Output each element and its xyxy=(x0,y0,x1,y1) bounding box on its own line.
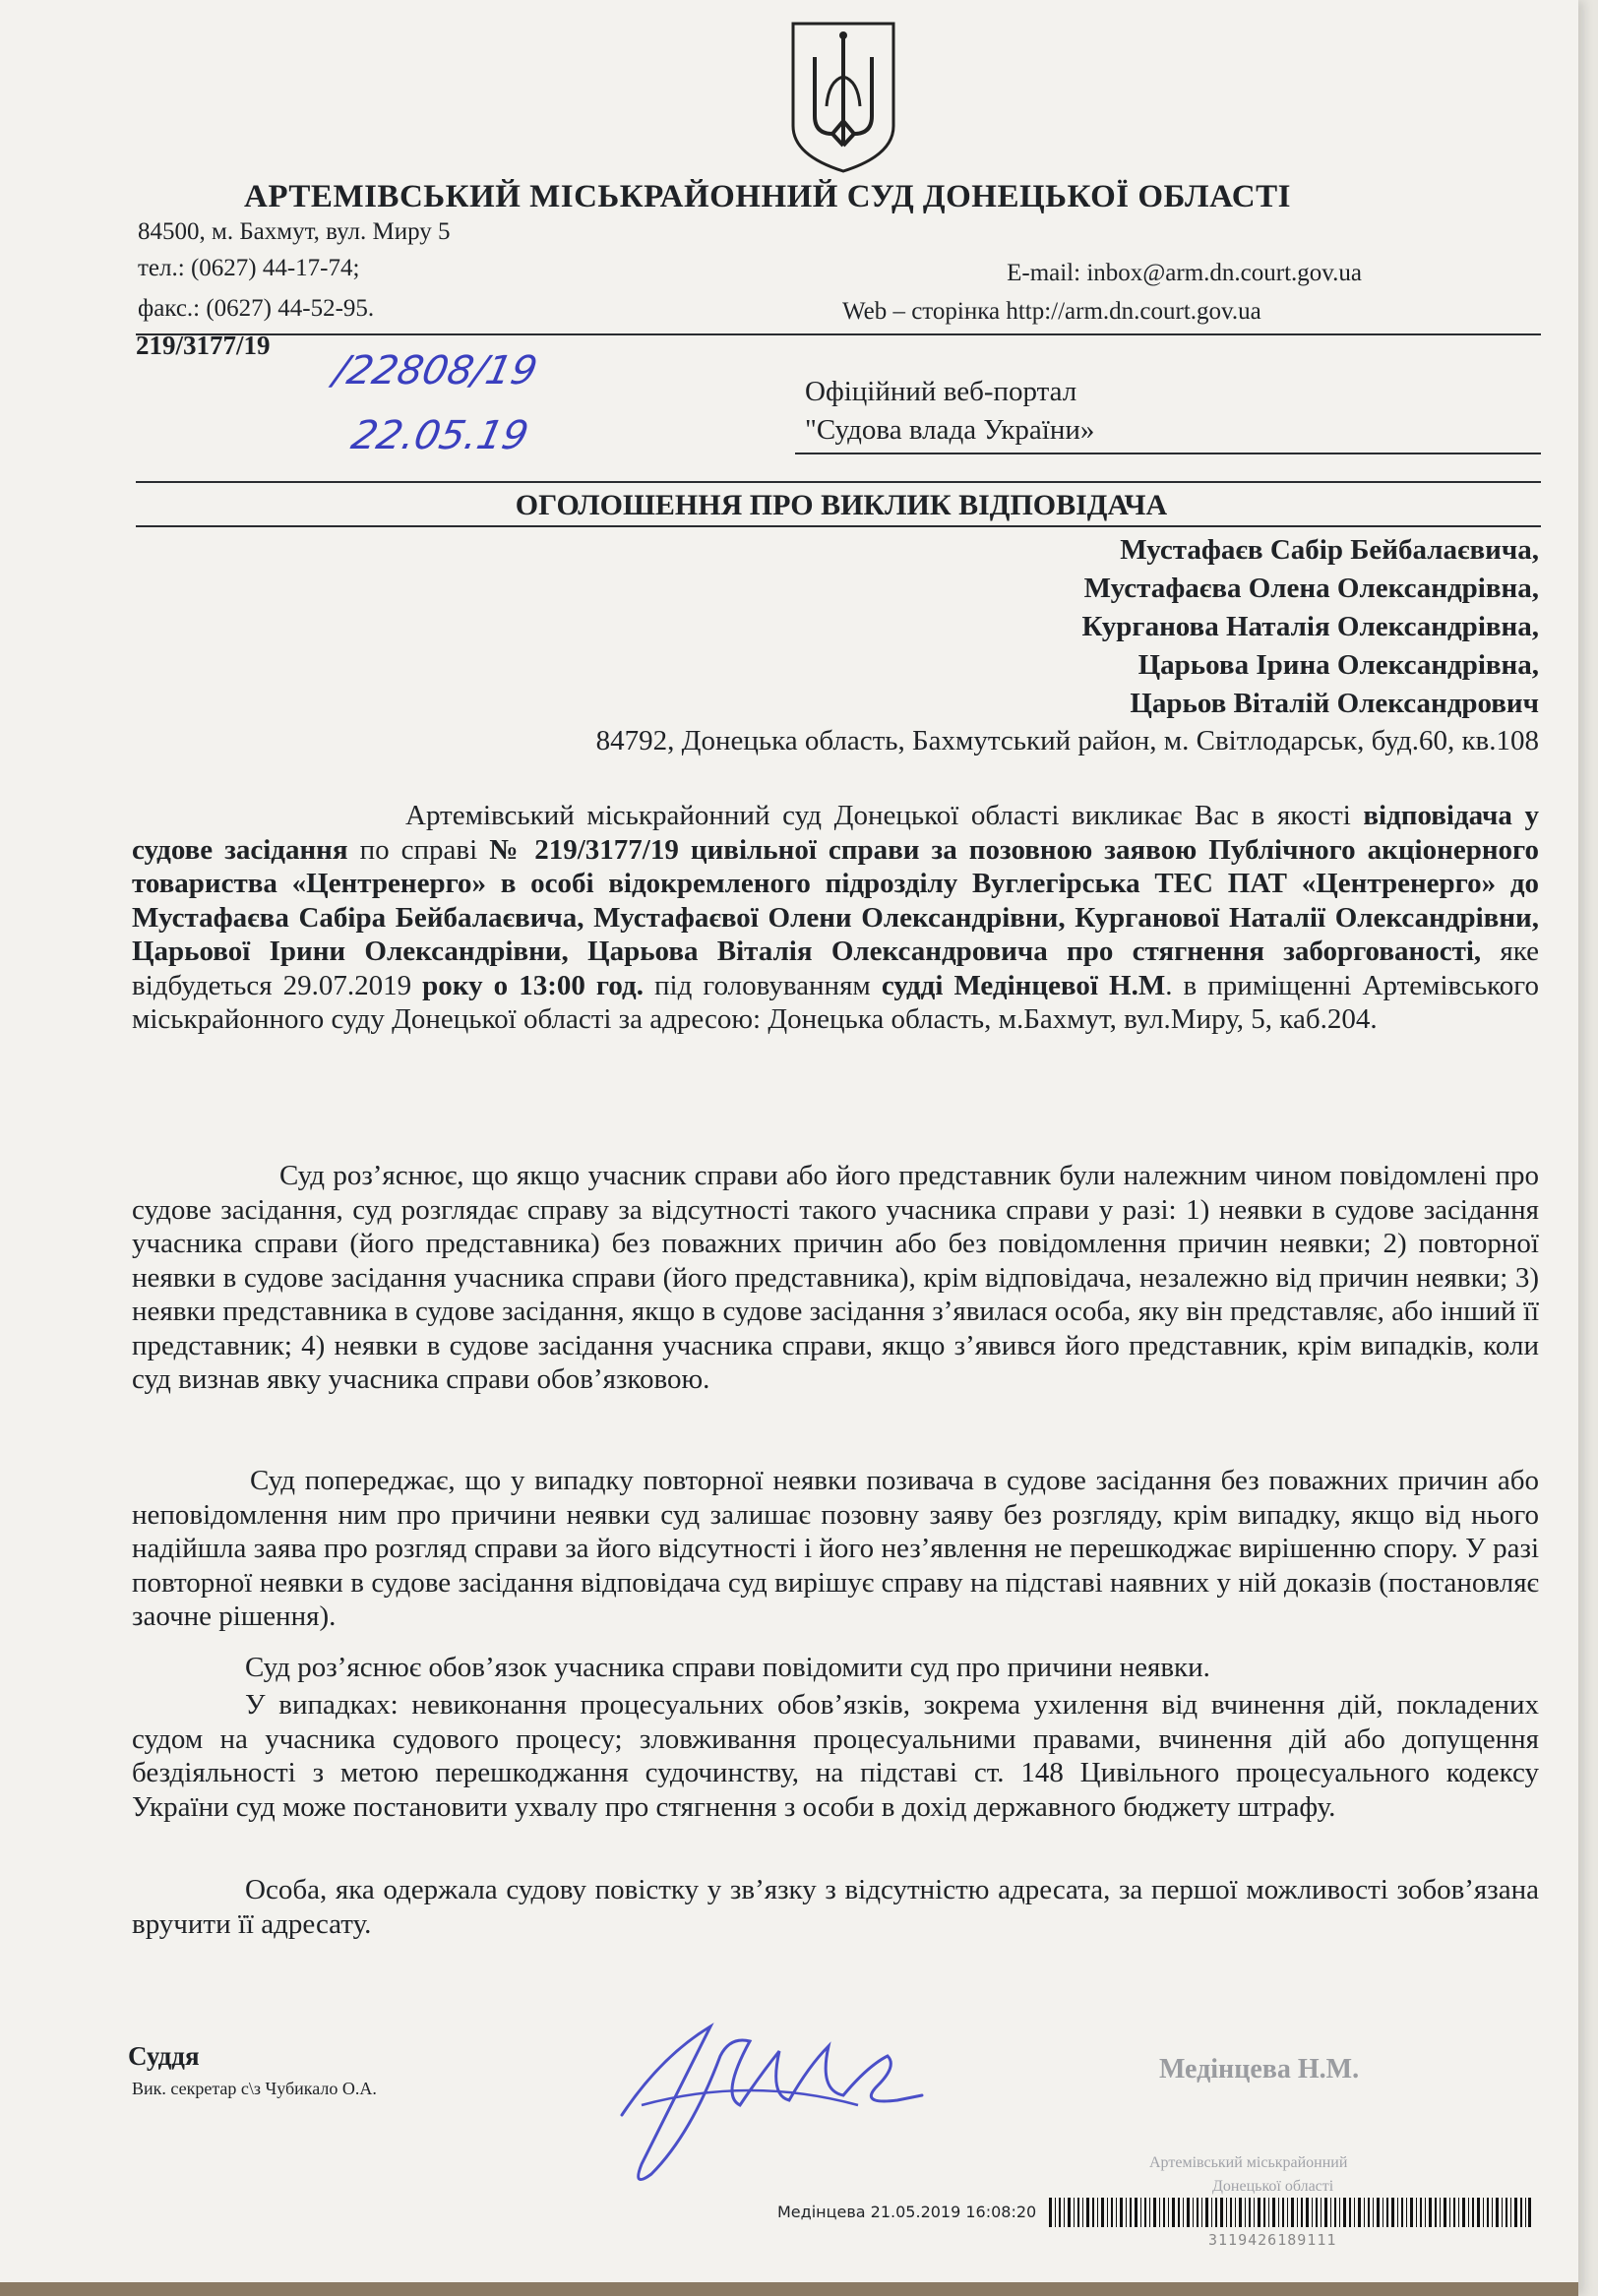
fine-paragraph xyxy=(132,1688,1539,1824)
paragraph-text: Артемівський міськрайонний суд Донецької області викликає Вас в якості xyxy=(405,800,1364,831)
notice-title: ОГОЛОШЕННЯ ПРО ВИКЛИК ВІДПОВІДАЧА xyxy=(515,489,1168,521)
court-phone: тел.: (0627) 44-17-74; xyxy=(138,255,360,281)
defendants-list xyxy=(1081,531,1539,723)
duty-to-notify-paragraph xyxy=(132,1651,1539,1685)
handwritten-date: 22.05.19 xyxy=(347,413,533,458)
portal-underline xyxy=(795,453,1541,454)
defendant-name: Царьова Ірина Олександрівна, xyxy=(1137,649,1539,681)
court-website: Web – сторінка http://arm.dn.court.gov.ua xyxy=(842,298,1261,325)
title-bottom-divider xyxy=(136,525,1541,527)
barcode-number: 3119426189111 xyxy=(1208,2231,1337,2249)
judge-label: Суддя xyxy=(128,2041,200,2071)
summons-paragraph xyxy=(132,799,1539,1037)
paragraph-text: Суд роз’яснює, що якщо учасник справи або його представник були належним чином повідомлені про судове засідання, суд розглядає справу за відсутності такого учасника справи у разі: 1) неявки в судове засідання учасника справи (його представника) без поважних причин або без повідомлення причин неявки; 2) повторної неявки в судове засідання учасника справи (його представника), крім відповідача, незалежно від причин неявки; 3) неявки представника в судове засідання, якщо в судове засідання з’явилася особа, яку він представляє, або інший її представник; 4) неявки в судове засідання учасника справи, якщо з’явився його представник, крім випадків, коли суд визнав явку учасника справи обов’язковою. xyxy=(132,1160,1539,1395)
court-name: АРТЕМІВСЬКИЙ МІСЬКРАЙОННИЙ СУД ДОНЕЦЬКОЇ ОБЛАСТІ xyxy=(244,179,1291,214)
handwritten-registration-number: /22808/19 xyxy=(330,348,541,393)
coat-of-arms-emblem xyxy=(785,18,901,175)
portal-label: Офіційний веб-портал xyxy=(805,376,1077,407)
court-email: E-mail: inbox@arm.dn.court.gov.ua xyxy=(1007,260,1362,286)
scan-bottom-edge xyxy=(0,2282,1578,2296)
defendant-name: Мустафаєв Сабір Бейбалаєвича, xyxy=(1120,534,1539,566)
defendants-address: 84792, Донецька область, Бахмутський район, м. Світлодарськ, буд.60, кв.108 xyxy=(595,725,1539,756)
hearing-location: . в приміщенні Артемівського міськрайонного суду Донецької області за адресою: Донецька область, м.Бахмут, вул.Миру, 5, каб.204. xyxy=(132,969,1539,1035)
header-divider xyxy=(136,333,1541,335)
handwritten-signature xyxy=(602,1997,927,2194)
repeat-absence-warning-paragraph xyxy=(132,1464,1539,1634)
stamp-court-name: Артемівський міськрайонний xyxy=(1149,2154,1348,2171)
case-number: 219/3177/19 xyxy=(136,331,271,360)
judge-name: Медінцева Н.М. xyxy=(1159,2054,1360,2085)
title-top-divider xyxy=(136,481,1541,483)
defendant-name: Курганова Наталія Олександрівна, xyxy=(1081,611,1539,642)
electronic-signature-stamp: Медінцева 21.05.2019 16:08:20 xyxy=(777,2203,1037,2221)
paragraph-bold-text: відповідача у судове засідання xyxy=(132,800,1539,866)
court-address: 84500, м. Бахмут, вул. Миру 5 xyxy=(138,218,451,245)
portal-name: "Судова влада України» xyxy=(805,414,1095,446)
presiding-judge: судді Медінцевої Н.М xyxy=(881,969,1166,1001)
summons-delivery-paragraph xyxy=(132,1873,1539,1941)
paragraph-text: Суд роз’яснює обов’язок учасника справи повідомити суд про причини неявки. xyxy=(245,1652,1210,1683)
hearing-date: яке відбудеться 29.07.2019 xyxy=(132,936,1540,1001)
court-fax: факс.: (0627) 44-52-95. xyxy=(138,295,375,322)
defendant-name: Царьов Віталій Олександрович xyxy=(1130,688,1539,719)
defendant-name: Мустафаєва Олена Олександрівна, xyxy=(1083,573,1539,604)
paragraph-text: під головуванням xyxy=(643,969,882,1001)
paragraph-text: по справі xyxy=(347,833,490,866)
paragraph-text: Суд попереджає, що у випадку повторної неявки позивача в судове засідання без поважних причин або неповідомлення ним про причини неявки суд залишає позовну заяву без розгляду, крім випадку, якщо від нього надійшла заява про розгляд справи за його відсутності і його нез’явлення не перешкоджає вирішенню спору. У разі повторної неявки в судове засідання відповідача суд вирішує справу на підставі наявних у ній доказів (постановляє заочне рішення). xyxy=(132,1465,1539,1632)
absence-explanation-paragraph xyxy=(132,1159,1539,1397)
paragraph-text: Особа, яка одержала судову повістку у зв’язку з відсутністю адресата, за першої можливості зобов’язана вручити її адресату. xyxy=(132,1874,1539,1940)
case-description: № 219/3177/19 цивільної справи за позовною заявою Публічного акціонерного товариства «Центренерго» в особі відокремленого підрозділу Вуглегірська ТЕС ПАТ «Центренерго» до Мустафаєва Сабіра Бейбалаєвича, Мустафаєвої Олени Олександрівни, Курганової Наталії Олександрівни, Царьової Ірини Олександрівни, Царьова Віталія Олександровича про стягнення заборгованості, xyxy=(132,833,1539,967)
hearing-time: року о 13:00 год. xyxy=(422,969,644,1001)
barcode xyxy=(1049,2198,1531,2227)
paragraph-text: У випадках: невиконання процесуальних обов’язків, зокрема ухилення від вчинення дій, покладених судом на учасника судового процесу; зловживання процесуальними правами, вчинення дій або допущення бездіяльності з метою перешкоджання судочинству, на підставі ст. 148 Цивільного процесуального кодексу України суд може постановити ухвалу про стягнення з особи в дохід державного бюджету штрафу. xyxy=(132,1689,1539,1823)
secretary-name: Вик. секретар с\з Чубикало О.А. xyxy=(132,2079,377,2098)
stamp-court-region: Донецької області xyxy=(1212,2178,1334,2195)
